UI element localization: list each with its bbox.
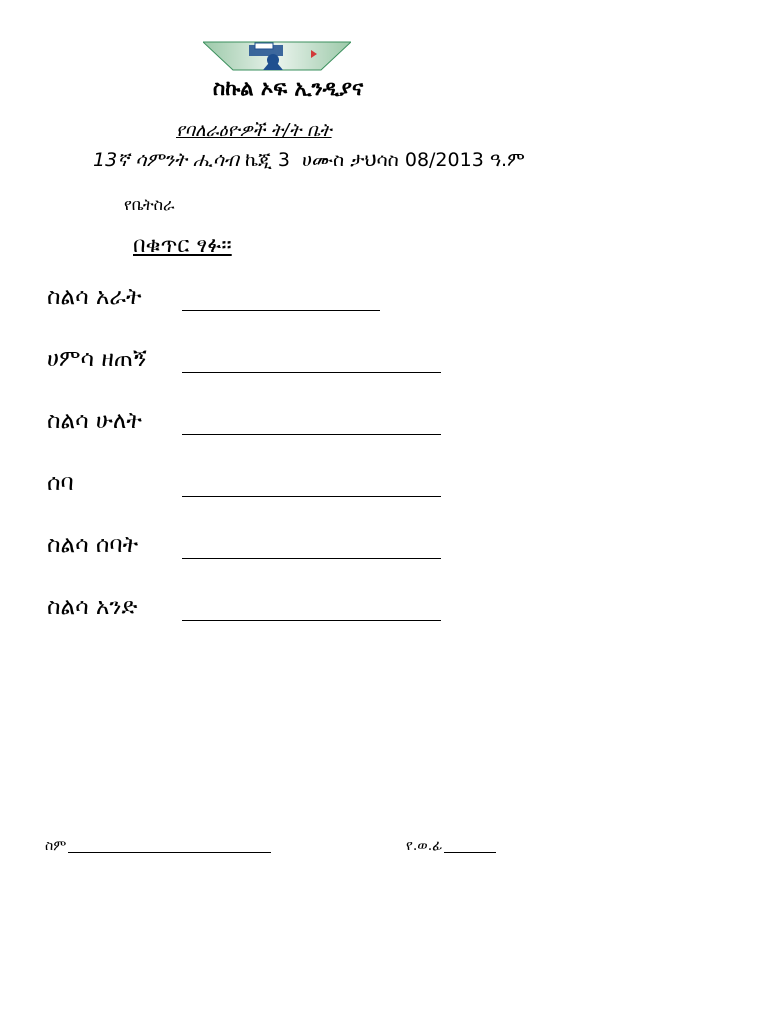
name-field-line[interactable] — [68, 852, 271, 853]
number-word: ሀምሳ ዘጠኝ — [47, 346, 147, 372]
answer-line[interactable] — [182, 620, 441, 621]
lesson-info — [93, 149, 525, 171]
exercise-item — [47, 470, 467, 504]
number-word: ሰባ — [47, 470, 74, 496]
exercise-item — [47, 408, 467, 442]
department-title: የባለራዕዮዎች ት/ት ቤት — [176, 120, 332, 141]
instruction-heading: በቁጥር ፃፉ፡፡ — [133, 233, 232, 258]
school-logo — [203, 40, 351, 72]
score-label: የ.ወ.ፊ — [406, 838, 443, 854]
homework-label: የቤትስራ — [124, 195, 175, 214]
grade-level: ኬጂ 3 — [245, 149, 291, 171]
score-field-line[interactable] — [444, 852, 496, 853]
school-logo-graphic — [203, 40, 351, 72]
number-word: ስልሳ አራት — [47, 284, 142, 310]
exercise-item — [47, 284, 467, 318]
answer-line[interactable] — [182, 558, 441, 559]
exercise-item — [47, 346, 467, 380]
number-word: ስልሳ ሁለት — [47, 408, 142, 434]
exercise-item — [47, 594, 467, 628]
answer-line[interactable] — [182, 372, 441, 373]
exercise-item — [47, 532, 467, 566]
school-name: ስኩል ኦፍ ኢንዲያና — [212, 76, 364, 100]
number-word: ስልሳ አንድ — [47, 594, 138, 620]
lesson-date: ሀሙስ ታህሳስ 08/2013 ዓ.ም — [302, 149, 525, 171]
answer-line[interactable] — [182, 310, 380, 311]
answer-line[interactable] — [182, 434, 441, 435]
week-subject: 13ኛ ሳምንት ሒሳብ — [93, 149, 239, 171]
number-word: ስልሳ ሰባት — [47, 532, 139, 558]
name-label: ስም — [45, 838, 67, 854]
answer-line[interactable] — [182, 496, 441, 497]
